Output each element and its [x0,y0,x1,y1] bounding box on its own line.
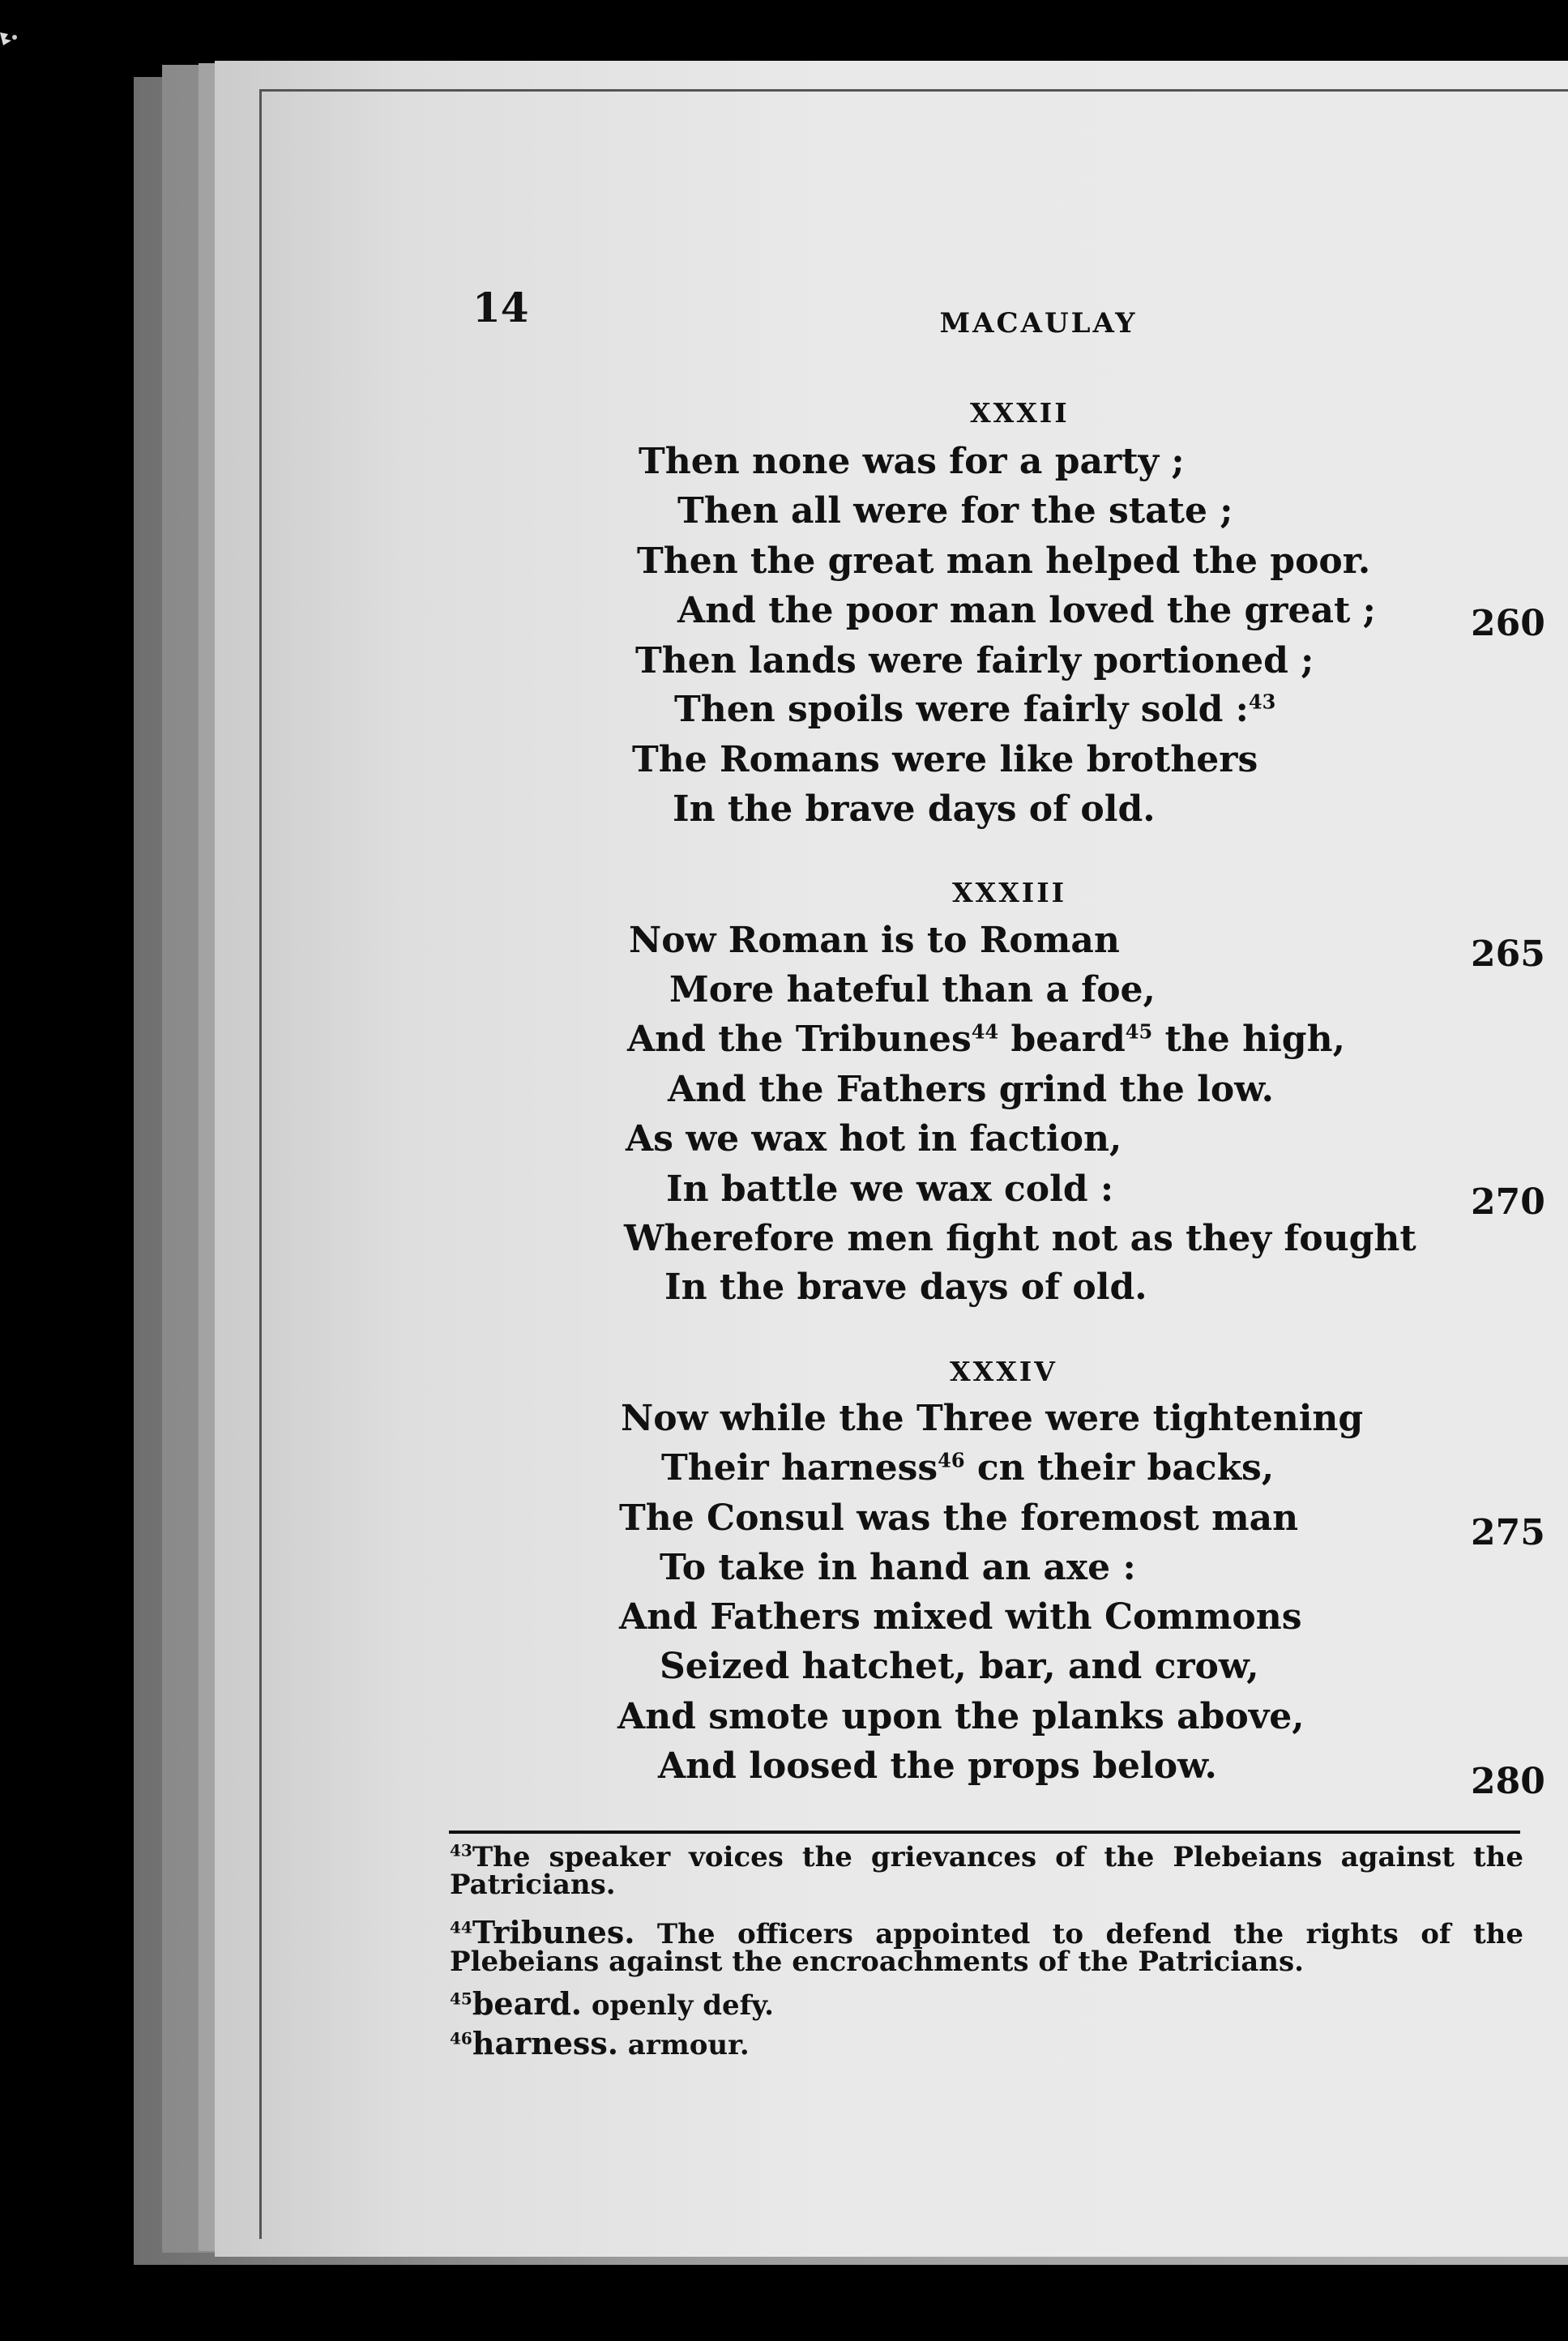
verse-line [674,689,1275,730]
verse-text: And the Tribunes [627,1019,972,1060]
verse-line: The Consul was the foremost man [619,1497,1299,1539]
verse-text: Their harness [661,1447,938,1489]
verse-line [661,1447,1274,1489]
verse-line: Then none was for a party ; [639,441,1185,482]
stanza-number: XXXII [970,397,1070,429]
footnote-text: The officers appointed to defend the rights of the Plebeians against the encroachments of the Patricians. [450,1918,1523,1978]
footnote-term: Tribunes. [472,1914,635,1950]
verse-line: In the brave days of old. [664,1267,1147,1308]
verse-line: Seized hatchet, bar, and crow, [660,1646,1259,1687]
footnote-ref: 43 [1248,690,1276,714]
footnote [450,1985,1523,2022]
line-number: 275 [1471,1512,1545,1553]
page-number: 14 [472,284,529,331]
footnote-marker: 43 [450,1840,472,1860]
footnote [450,2025,1523,2061]
stanza-number: XXXIII [952,877,1067,908]
footnote-text: openly defy. [582,1989,774,2022]
verse-line: And the poor man loved the great ; [677,590,1376,631]
line-number: 260 [1471,603,1545,644]
verse-line: Now while the Three were tightening [621,1398,1364,1439]
verse-line: Then lands were fairly portioned ; [635,640,1314,681]
verse-line: And the Fathers grind the low. [668,1069,1274,1110]
verse-line: Then all were for the state ; [677,490,1233,532]
verse-line: As we wax hot in faction, [626,1118,1122,1160]
line-number: 270 [1471,1181,1545,1223]
verse-line: Now Roman is to Roman [629,920,1120,961]
verse-line: The Romans were like brothers [632,739,1258,780]
verse-line: Wherefore men fight not as they fought [624,1218,1416,1259]
footnote-text: The speaker voices the grievances of the Plebeians against the Patricians. [450,1841,1523,1901]
line-number: 265 [1471,933,1545,975]
verse-text: the high, [1152,1019,1345,1060]
footnote-text: armour. [617,2029,750,2061]
page-edge-line [259,89,1568,2239]
line-number: 280 [1471,1761,1545,1802]
verse-line: And loosed the props below. [658,1745,1217,1787]
footnote-marker: 45 [450,1989,472,2009]
footnote [450,1914,1523,1978]
verse-line [627,1019,1345,1060]
footnote-ref: 45 [1125,1019,1153,1044]
footnote-marker: 44 [450,1917,472,1937]
footnote-ref: 44 [971,1019,999,1044]
verse-text: Then spoils were fairly sold : [674,689,1249,730]
verse-text: beard [998,1019,1126,1060]
footnote-rule [449,1831,1520,1834]
running-head-text: MACAULAY [939,307,1138,340]
footnote-ref: 46 [938,1448,965,1472]
verse-line: In the brave days of old. [673,788,1156,830]
verse-line: And Fathers mixed with Commons [619,1596,1302,1638]
verse-line: In battle we wax cold : [666,1168,1114,1210]
scan-speck-icon [0,0,19,65]
footnote-marker: 46 [450,2028,472,2048]
verse-line: More hateful than a foe, [669,969,1156,1010]
stanza-number: XXXIV [950,1356,1057,1387]
running-head [0,307,1568,340]
verse-line: To take in hand an axe : [660,1547,1136,1588]
verse-text: cn their backs, [964,1447,1275,1489]
verse-line: Then the great man helped the poor. [637,540,1371,582]
verse-line: And smote upon the planks above, [617,1696,1305,1737]
footnote-term: harness. [472,2025,618,2061]
footnote [450,1840,1523,1901]
footnote-term: beard. [472,1985,583,2022]
